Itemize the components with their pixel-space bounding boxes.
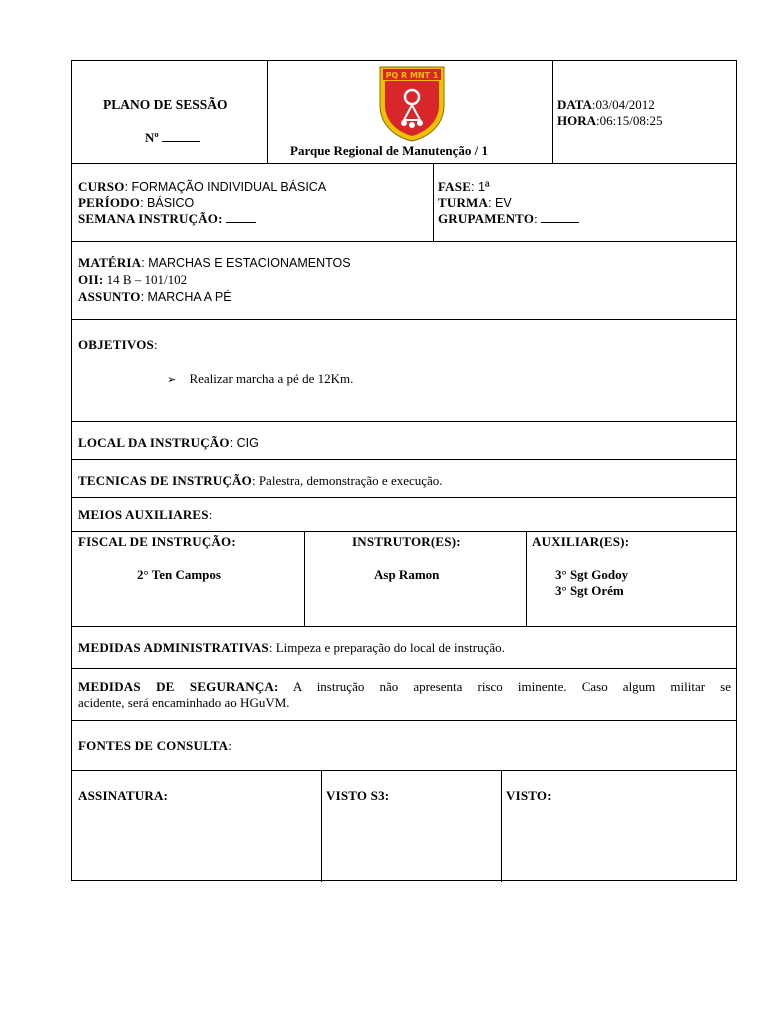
sources-value: :: [228, 738, 232, 753]
tecnicas-row: [72, 460, 736, 498]
local-row: [72, 422, 736, 460]
oii-value: 14 B – 101/102: [103, 272, 188, 287]
local-label: LOCAL DA INSTRUÇÃO: [78, 435, 230, 450]
signatures-row: [72, 771, 736, 882]
auxiliar-name-1: 3° Sgt Godoy: [555, 567, 629, 582]
session-plan-form: [71, 60, 737, 881]
header-row: [72, 61, 736, 164]
assunto-value: : MARCHA A PÉ: [140, 290, 232, 304]
assinatura-label: ASSINATURA:: [78, 788, 169, 803]
session-number-label: Nº: [145, 130, 159, 145]
curso-label: CURSO: [78, 179, 125, 194]
grupamento-line: [438, 211, 579, 227]
periodo-line: [78, 195, 194, 211]
visto-s3-label: VISTO S3:: [326, 788, 390, 803]
sources-row: [72, 721, 736, 771]
time-value: :06:15/08:25: [596, 113, 663, 128]
session-number-blank: [162, 130, 200, 142]
tecnicas-value: : Palestra, demonstração e execução.: [251, 473, 443, 488]
materia-value: : MARCHAS E ESTACIONAMENTOS: [141, 256, 351, 270]
session-number: [145, 130, 200, 146]
semana-line: [78, 211, 256, 227]
objectives-sep: :: [153, 337, 158, 352]
objectives-heading: [78, 337, 158, 353]
meios-line: [78, 507, 212, 523]
auxiliar-name-2: 3° Sgt Orém: [555, 583, 624, 598]
local-line: [78, 435, 259, 451]
bullet-arrow-icon: ➢: [167, 373, 177, 386]
time-line: [557, 113, 662, 129]
assunto-label: ASSUNTO: [78, 289, 141, 304]
auxiliar-label: AUXILIAR(ES):: [532, 534, 630, 549]
list-item: [167, 371, 353, 388]
fase-value: : 1ª: [471, 180, 490, 194]
unit-name: Parque Regional de Manutenção / 1: [290, 143, 489, 158]
admin-row: [72, 627, 736, 669]
curso-value: : FORMAÇÃO INDIVIDUAL BÁSICA: [124, 180, 327, 194]
security-label: MEDIDAS DE SEGURANÇA:: [78, 679, 279, 694]
turma-line: [438, 195, 512, 211]
oii-line: [78, 272, 187, 288]
page-title: PLANO DE SESSÃO: [103, 97, 228, 112]
semana-label: SEMANA INSTRUÇÃO:: [78, 211, 223, 226]
tecnicas-label: TECNICAS DE INSTRUÇÃO: [78, 473, 252, 488]
oii-label: OII:: [78, 272, 104, 287]
staff-row: [72, 532, 736, 627]
visto-label: VISTO:: [506, 788, 552, 803]
objectives-row: [72, 320, 736, 422]
sources-line: [78, 738, 232, 754]
fase-label: FASE: [438, 179, 472, 194]
semana-blank: [226, 211, 256, 223]
security-row: [72, 669, 736, 721]
admin-label: MEDIDAS ADMINISTRATIVAS: [78, 640, 269, 655]
fase-line: [438, 179, 490, 195]
subject-row: [72, 242, 736, 320]
unit-emblem-icon: [377, 65, 447, 143]
logo-text: PQ R MNT 1: [385, 71, 439, 80]
grupamento-blank: [541, 211, 579, 223]
security-text-2: acidente, será encaminhado ao HGuVM.: [78, 695, 290, 710]
admin-line: [78, 640, 505, 656]
materia-label: MATÉRIA: [78, 255, 142, 270]
turma-label: TURMA: [438, 195, 489, 210]
periodo-label: PERÍODO: [78, 195, 141, 210]
security-text-1: A instrução não apresenta risco iminente. Caso algum militar se: [292, 679, 731, 694]
fiscal-name: 2° Ten Campos: [137, 567, 221, 582]
instrutor-label: INSTRUTOR(ES):: [352, 534, 461, 549]
security-line-1: [78, 679, 731, 695]
date-line: [557, 97, 655, 113]
course-row: [72, 164, 736, 242]
date-label: DATA: [557, 97, 592, 112]
local-value: : CIG: [229, 436, 259, 450]
meios-row: [72, 498, 736, 532]
periodo-value: : BÁSICO: [140, 196, 195, 210]
assunto-line: [78, 289, 232, 305]
grupamento-label: GRUPAMENTO: [438, 211, 535, 226]
meios-value: :: [208, 507, 213, 522]
tecnicas-line: [78, 473, 443, 489]
curso-line: [78, 179, 326, 195]
admin-value: : Limpeza e preparação do local de instrução.: [268, 640, 505, 655]
grupamento-sep: :: [534, 211, 538, 226]
time-label: HORA: [557, 113, 596, 128]
turma-value: : EV: [488, 196, 512, 210]
date-value: :03/04/2012: [591, 97, 655, 112]
sources-label: FONTES DE CONSULTA: [78, 738, 229, 753]
objectives-label: OBJETIVOS: [78, 337, 154, 352]
objective-text: Realizar marcha a pé de 12Km.: [189, 371, 354, 386]
fiscal-label: FISCAL DE INSTRUÇÃO:: [78, 534, 236, 549]
meios-label: MEIOS AUXILIARES: [78, 507, 209, 522]
materia-line: [78, 255, 351, 271]
instrutor-name: Asp Ramon: [374, 567, 440, 582]
